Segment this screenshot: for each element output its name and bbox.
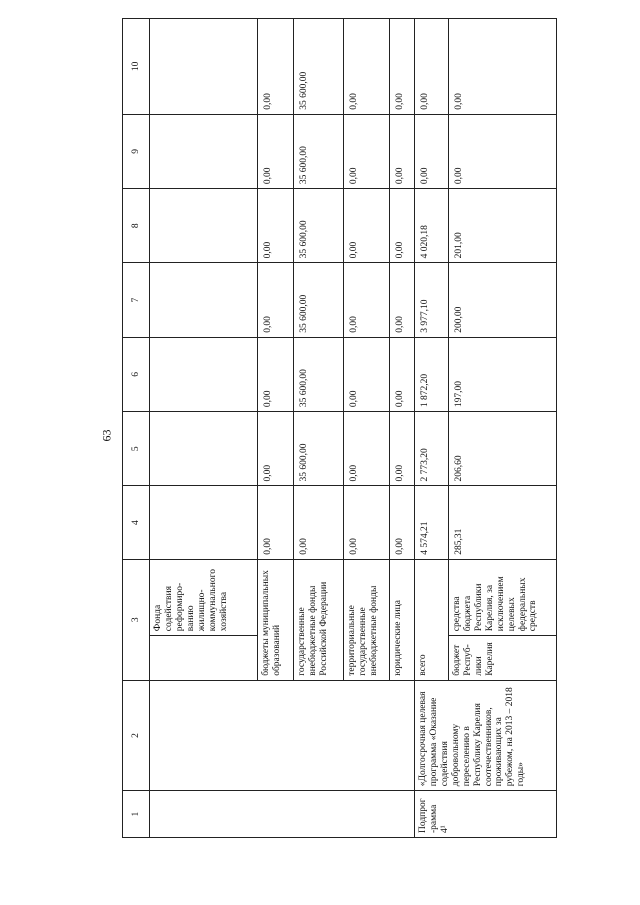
cell-value: 0,00 xyxy=(390,19,415,115)
header-col-4: 4 xyxy=(123,486,150,559)
cell-value: 35 600,00 xyxy=(294,263,344,337)
cell-value: 197,00 xyxy=(449,337,557,411)
table-row xyxy=(150,19,258,838)
rotated-table-container xyxy=(122,18,557,838)
cell-col3a: бюджет Респуб-лики Карелия xyxy=(449,636,557,681)
cell-value xyxy=(150,189,258,263)
cell-value: 201,00 xyxy=(449,189,557,263)
cell-value: 0,00 xyxy=(390,263,415,337)
cell-value: 0,00 xyxy=(449,19,557,115)
cell-value xyxy=(150,486,258,559)
cell-value: 0,00 xyxy=(390,486,415,559)
cell-value xyxy=(150,19,258,115)
cell-col1: Подпрог-рамма 4¹ xyxy=(415,791,557,838)
header-col-3: 3 xyxy=(123,559,150,680)
cell-value: 4 574,21 xyxy=(415,486,449,559)
cell-value: 0,00 xyxy=(258,19,294,115)
cell-value: 35 600,00 xyxy=(294,19,344,115)
cell-value: 4 020,18 xyxy=(415,189,449,263)
cell-value: 1 872,20 xyxy=(415,337,449,411)
cell-value: 0,00 xyxy=(258,114,294,188)
cell-value: 0,00 xyxy=(390,114,415,188)
cell-value: 0,00 xyxy=(449,114,557,188)
cell-value: 0,00 xyxy=(258,486,294,559)
header-col-9: 9 xyxy=(123,114,150,188)
header-col-7: 7 xyxy=(123,263,150,337)
header-col-5: 5 xyxy=(123,412,150,486)
cell-value: 0,00 xyxy=(258,412,294,486)
cell-col1 xyxy=(150,791,415,838)
cell-value: 206,60 xyxy=(449,412,557,486)
page-number: 63 xyxy=(99,429,114,442)
cell-value: 0,00 xyxy=(294,486,344,559)
cell-value: 0,00 xyxy=(390,337,415,411)
cell-col3: юридические лица xyxy=(390,559,415,680)
cell-col3b: Фонда содействия реформиро-ванию жилищно-коммунального хозяйства xyxy=(150,559,258,635)
cell-value: 0,00 xyxy=(258,189,294,263)
header-col-6: 6 xyxy=(123,337,150,411)
table-row xyxy=(415,19,449,838)
cell-col3b: средства бюджета Республики Карелия, за исключением целевых федеральных средств xyxy=(449,559,557,635)
cell-value: 0,00 xyxy=(258,263,294,337)
cell-col2: «Долгосрочная целевая программа «Оказание содействия добровольному переселению в Республику Карелия соотечественников, проживающих за рубежом, на 2013 – 2018 годы» xyxy=(415,680,557,790)
cell-value: 285,31 xyxy=(449,486,557,559)
cell-value: 3 977,10 xyxy=(415,263,449,337)
cell-value: 0,00 xyxy=(415,19,449,115)
cell-col3: государственные внебюджетные фонды Российской Федерации xyxy=(294,559,344,680)
cell-col3: бюджеты муниципальных образований xyxy=(258,559,294,680)
cell-value: 2 773,20 xyxy=(415,412,449,486)
cell-value: 35 600,00 xyxy=(294,114,344,188)
header-col-2: 2 xyxy=(123,680,150,790)
cell-value: 0,00 xyxy=(344,486,390,559)
cell-col3a xyxy=(150,636,258,681)
cell-value: 200,00 xyxy=(449,263,557,337)
cell-value xyxy=(150,263,258,337)
cell-value xyxy=(150,412,258,486)
header-col-10: 10 xyxy=(123,19,150,115)
cell-value: 0,00 xyxy=(344,412,390,486)
header-col-8: 8 xyxy=(123,189,150,263)
cell-col2 xyxy=(150,680,415,790)
cell-value: 0,00 xyxy=(344,189,390,263)
budget-table xyxy=(122,18,557,838)
cell-value: 35 600,00 xyxy=(294,189,344,263)
cell-value: 0,00 xyxy=(344,263,390,337)
cell-value: 0,00 xyxy=(344,19,390,115)
cell-value: 0,00 xyxy=(344,337,390,411)
header-row xyxy=(123,19,150,838)
cell-value: 0,00 xyxy=(390,189,415,263)
cell-value xyxy=(150,337,258,411)
header-col-1: 1 xyxy=(123,791,150,838)
cell-value: 0,00 xyxy=(344,114,390,188)
cell-value: 0,00 xyxy=(258,337,294,411)
cell-value: 0,00 xyxy=(415,114,449,188)
cell-col3: всего xyxy=(415,559,449,680)
cell-value: 0,00 xyxy=(390,412,415,486)
cell-value: 35 600,00 xyxy=(294,412,344,486)
cell-col3: территориальные государственные внебюджетные фонды xyxy=(344,559,390,680)
cell-value: 35 600,00 xyxy=(294,337,344,411)
cell-value xyxy=(150,114,258,188)
